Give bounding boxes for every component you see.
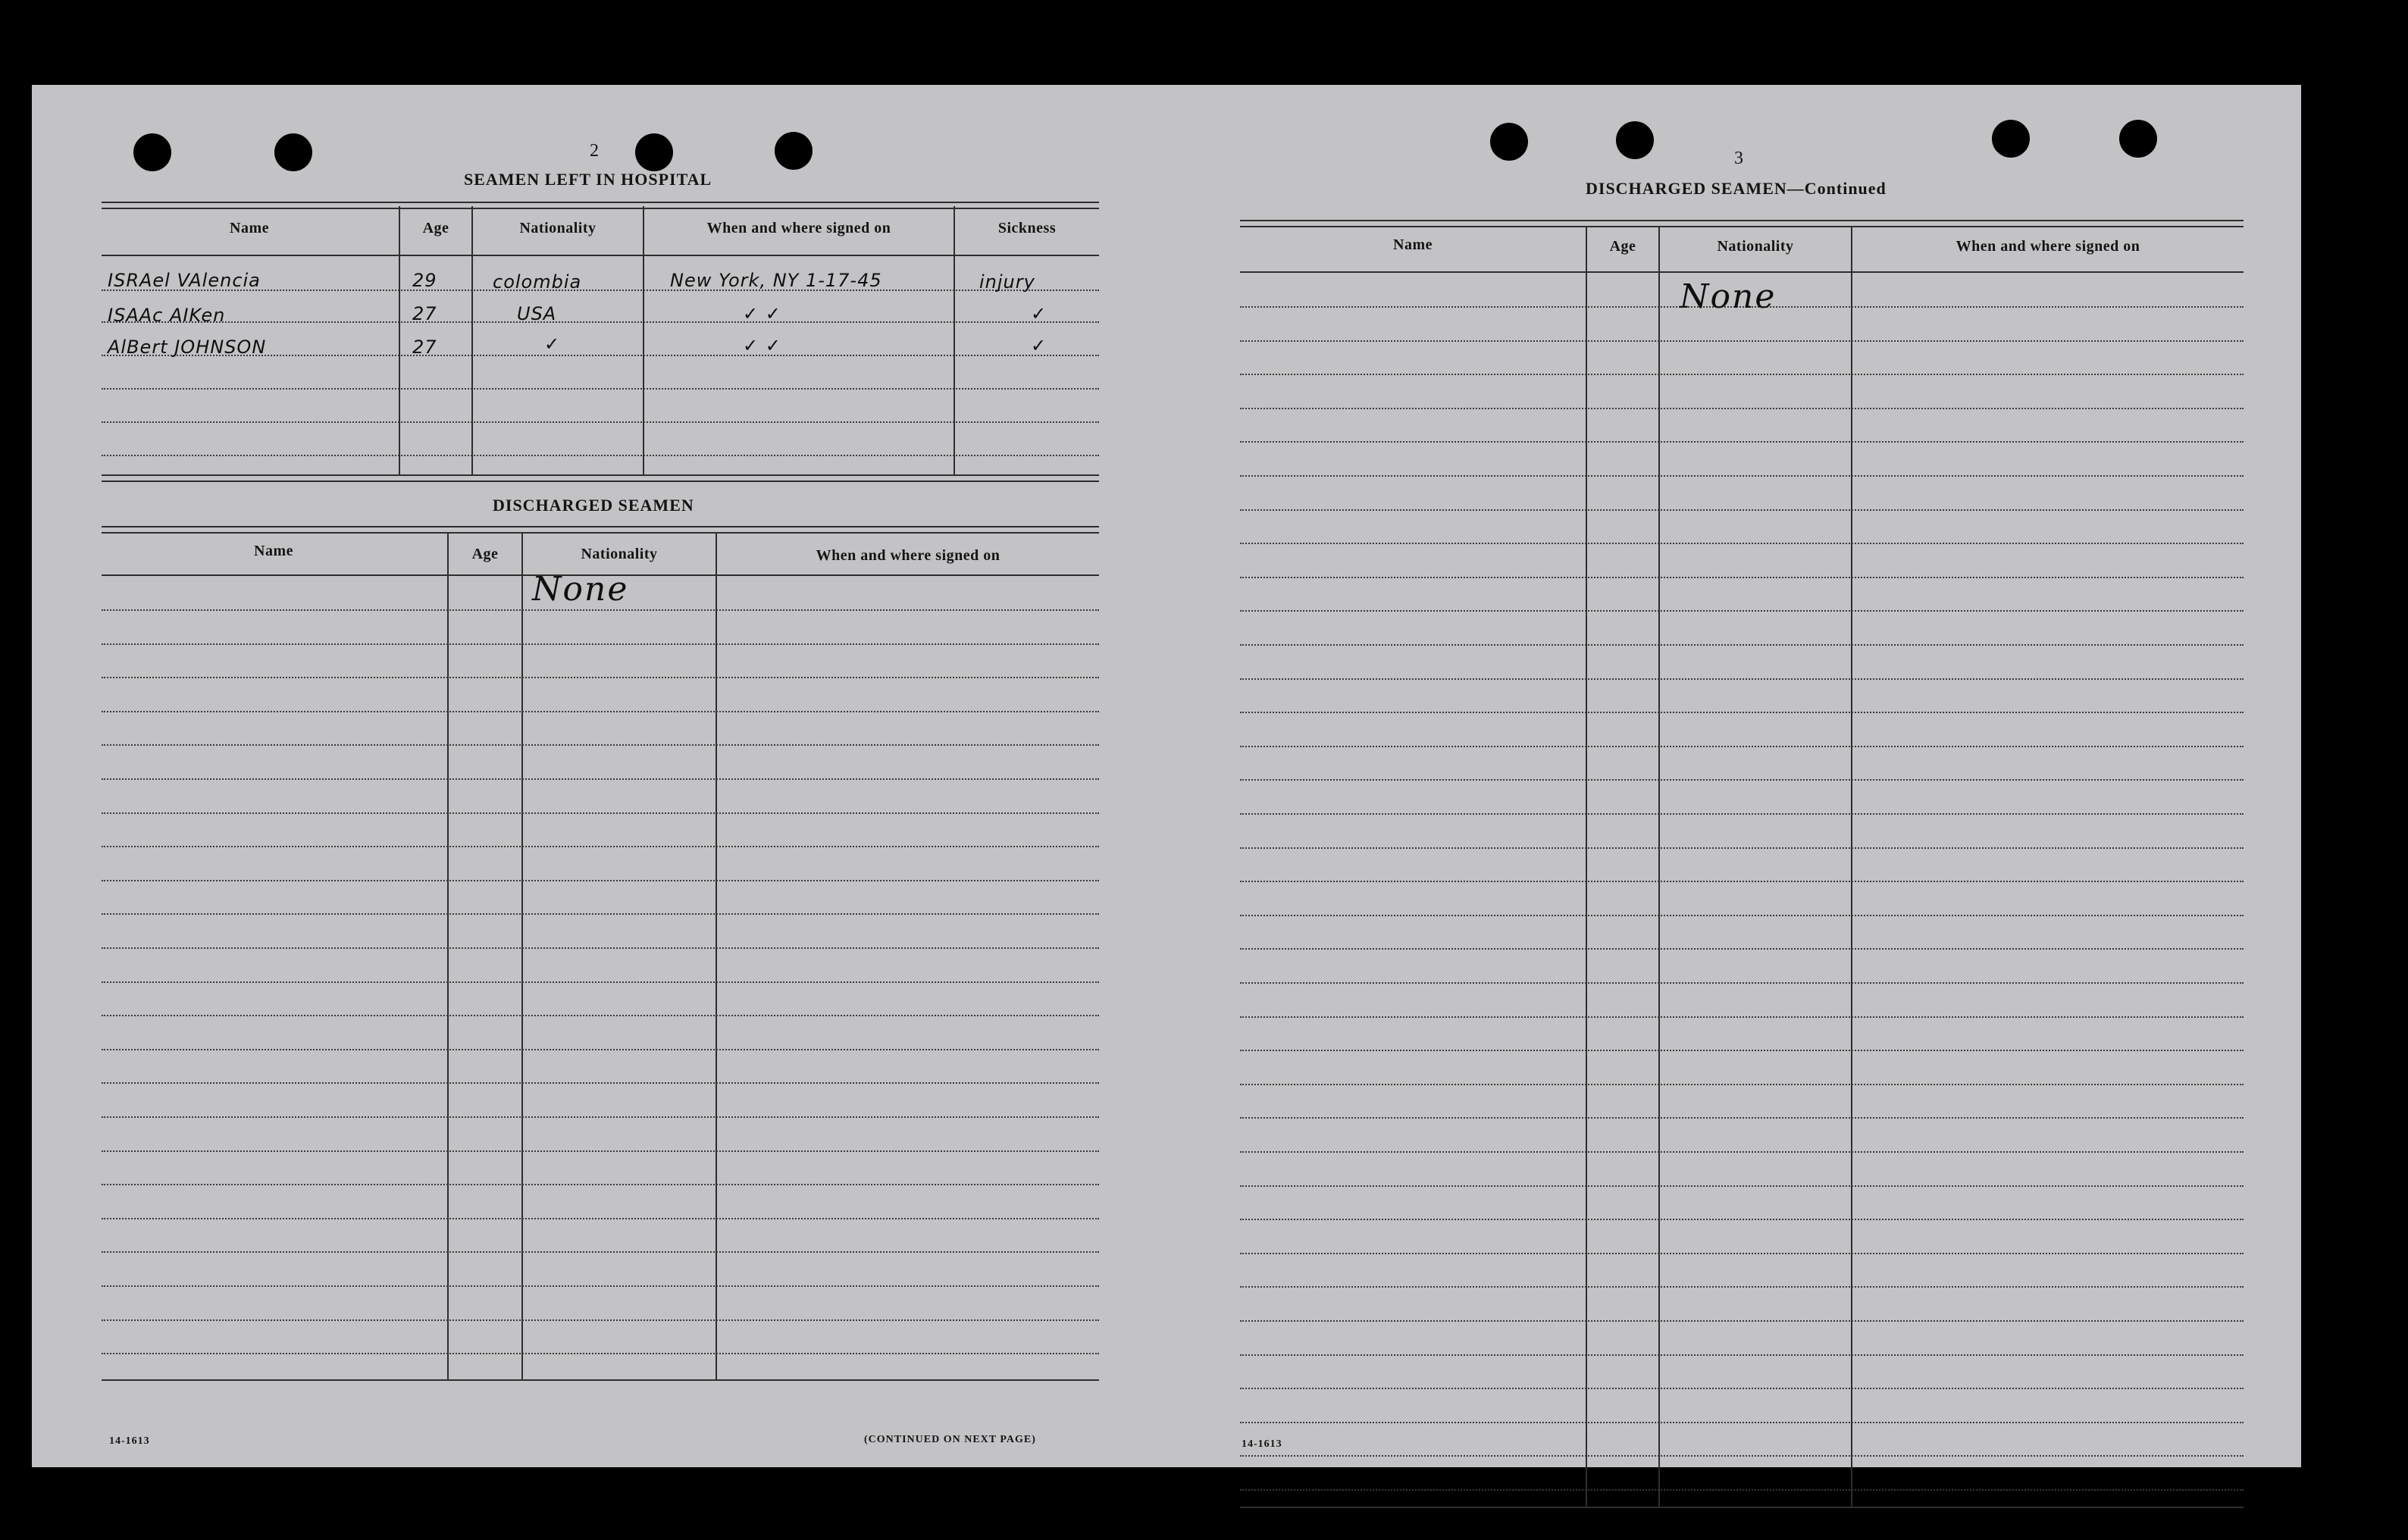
- ruled-line: [1240, 1050, 2244, 1051]
- discharged-header-name: Name: [254, 543, 293, 559]
- ruled-line: [1240, 340, 2244, 342]
- hospital-row-1-age: 29: [412, 270, 437, 291]
- ruled-line: [1240, 1354, 2244, 1356]
- hospital-row-2-sickness: ✓: [1031, 303, 1047, 324]
- ruled-line: [102, 1251, 1099, 1253]
- page-number-right: 3: [1734, 149, 1743, 168]
- ruled-line: [102, 1116, 1099, 1118]
- discharged-entry-none: None: [532, 570, 629, 609]
- ruled-line: [1240, 1117, 2244, 1119]
- ruled-line: [102, 1319, 1099, 1321]
- ruled-line: [102, 1184, 1099, 1185]
- column-header-age: Age: [422, 220, 449, 236]
- ruled-line: [1240, 881, 2244, 882]
- ruled-line: [1240, 1219, 2244, 1220]
- column-header-nationality: Nationality: [519, 220, 597, 236]
- ruled-line: [102, 1082, 1099, 1084]
- column-header-sickness: Sickness: [997, 220, 1057, 236]
- ruled-line: [1240, 1185, 2244, 1187]
- ruled-line: [102, 913, 1099, 915]
- hospital-row-2-age: 27: [412, 303, 437, 324]
- ruled-line: [1240, 644, 2244, 646]
- ruled-line: [1240, 509, 2244, 511]
- right-header-signed-on: When and where signed on: [1956, 238, 2140, 255]
- binder-hole: [1992, 120, 2030, 158]
- ruled-line: [1240, 1320, 2244, 1322]
- ruled-line: [102, 744, 1099, 746]
- ruled-line: [1240, 915, 2244, 916]
- column-header-signed-on: When and where signed on: [706, 220, 891, 236]
- ruled-line: [102, 1015, 1099, 1016]
- ruled-line: [1240, 982, 2244, 984]
- ruled-line: [1240, 475, 2244, 477]
- ruled-line: [1240, 1084, 2244, 1085]
- hospital-section-title: SEAMEN LEFT IN HOSPITAL: [464, 170, 712, 189]
- hospital-row-1-signed-on: New York, NY 1-17-45: [670, 270, 882, 291]
- ruled-line: [1240, 1016, 2244, 1018]
- binder-hole: [635, 133, 673, 171]
- ruled-line: [1240, 610, 2244, 612]
- discharged-header-age: Age: [471, 546, 499, 562]
- ruled-line: [1240, 1151, 2244, 1153]
- binder-hole: [2119, 120, 2157, 158]
- ruled-line: [1240, 948, 2244, 950]
- ruled-line: [1240, 543, 2244, 544]
- ruled-line: [102, 981, 1099, 983]
- ruled-line: [1240, 678, 2244, 680]
- ruled-line: [1240, 1422, 2244, 1423]
- ruled-line: [102, 1218, 1099, 1219]
- ruled-line: [102, 846, 1099, 847]
- discharged-header-signed-on: When and where signed on: [816, 547, 1000, 564]
- record-sheet: [32, 85, 2301, 1467]
- hospital-row-3-signed-on: ✓ ✓: [743, 335, 781, 356]
- discharged-continued-title: DISCHARGED SEAMEN—Continued: [1586, 179, 1887, 198]
- binder-hole: [1616, 121, 1654, 159]
- hospital-row-1-sickness: injury: [979, 271, 1035, 293]
- ruled-line: [1240, 779, 2244, 781]
- right-header-age: Age: [1609, 238, 1636, 255]
- ruled-line: [1240, 847, 2244, 849]
- ruled-line: [102, 880, 1099, 881]
- hospital-row-1-name: ISRAel VAlencia: [108, 270, 261, 291]
- hospital-row-2-nationality: USA: [517, 303, 557, 324]
- ruled-line: [1240, 1388, 2244, 1389]
- right-header-name: Name: [1393, 236, 1433, 253]
- discharged-header-nationality: Nationality: [581, 546, 658, 562]
- ruled-line: [102, 778, 1099, 780]
- column-header-name: Name: [230, 220, 269, 236]
- hospital-row-3-sickness: ✓: [1031, 335, 1047, 356]
- ruled-line: [1240, 374, 2244, 375]
- ruled-line: [1240, 408, 2244, 409]
- page-number-left: 2: [590, 141, 599, 161]
- ruled-line: [1240, 712, 2244, 713]
- ruled-line: [102, 812, 1099, 814]
- binder-hole: [274, 133, 312, 171]
- ruled-line: [102, 1285, 1099, 1287]
- binder-hole: [1490, 123, 1528, 161]
- continued-note: (CONTINUED ON NEXT PAGE): [864, 1434, 1036, 1445]
- form-number-right: 14-1613: [1242, 1438, 1282, 1450]
- ruled-line: [1240, 813, 2244, 815]
- ruled-line: [102, 1049, 1099, 1050]
- ruled-line: [1240, 1455, 2244, 1457]
- discharged-section-title: DISCHARGED SEAMEN: [493, 496, 694, 515]
- ruled-line: [102, 677, 1099, 678]
- ruled-line: [102, 1353, 1099, 1354]
- ruled-line: [102, 947, 1099, 949]
- hospital-row-3-name: AlBert JOHNSON: [108, 336, 267, 358]
- ruled-line: [1240, 746, 2244, 747]
- binder-hole: [775, 132, 813, 170]
- ruled-line: [102, 711, 1099, 712]
- ruled-line: [1240, 1286, 2244, 1288]
- hospital-row-2-name: ISAAc AIKen: [108, 305, 226, 326]
- right-header-nationality: Nationality: [1717, 238, 1794, 255]
- form-number-left: 14-1613: [109, 1435, 150, 1447]
- ruled-line: [1240, 441, 2244, 443]
- hospital-row-3-age: 27: [412, 336, 437, 358]
- hospital-row-3-nationality: ✓: [544, 333, 561, 355]
- ruled-line: [102, 1150, 1099, 1152]
- binder-hole: [133, 133, 171, 171]
- ruled-line: [1240, 1489, 2244, 1491]
- ruled-line: [1240, 577, 2244, 578]
- hospital-row-1-nationality: colombia: [493, 271, 582, 293]
- right-entry-none: None: [1680, 277, 1777, 316]
- ruled-line: [102, 643, 1099, 645]
- hospital-row-2-signed-on: ✓ ✓: [743, 303, 781, 324]
- ruled-line: [1240, 1253, 2244, 1254]
- ruled-line: [102, 609, 1099, 611]
